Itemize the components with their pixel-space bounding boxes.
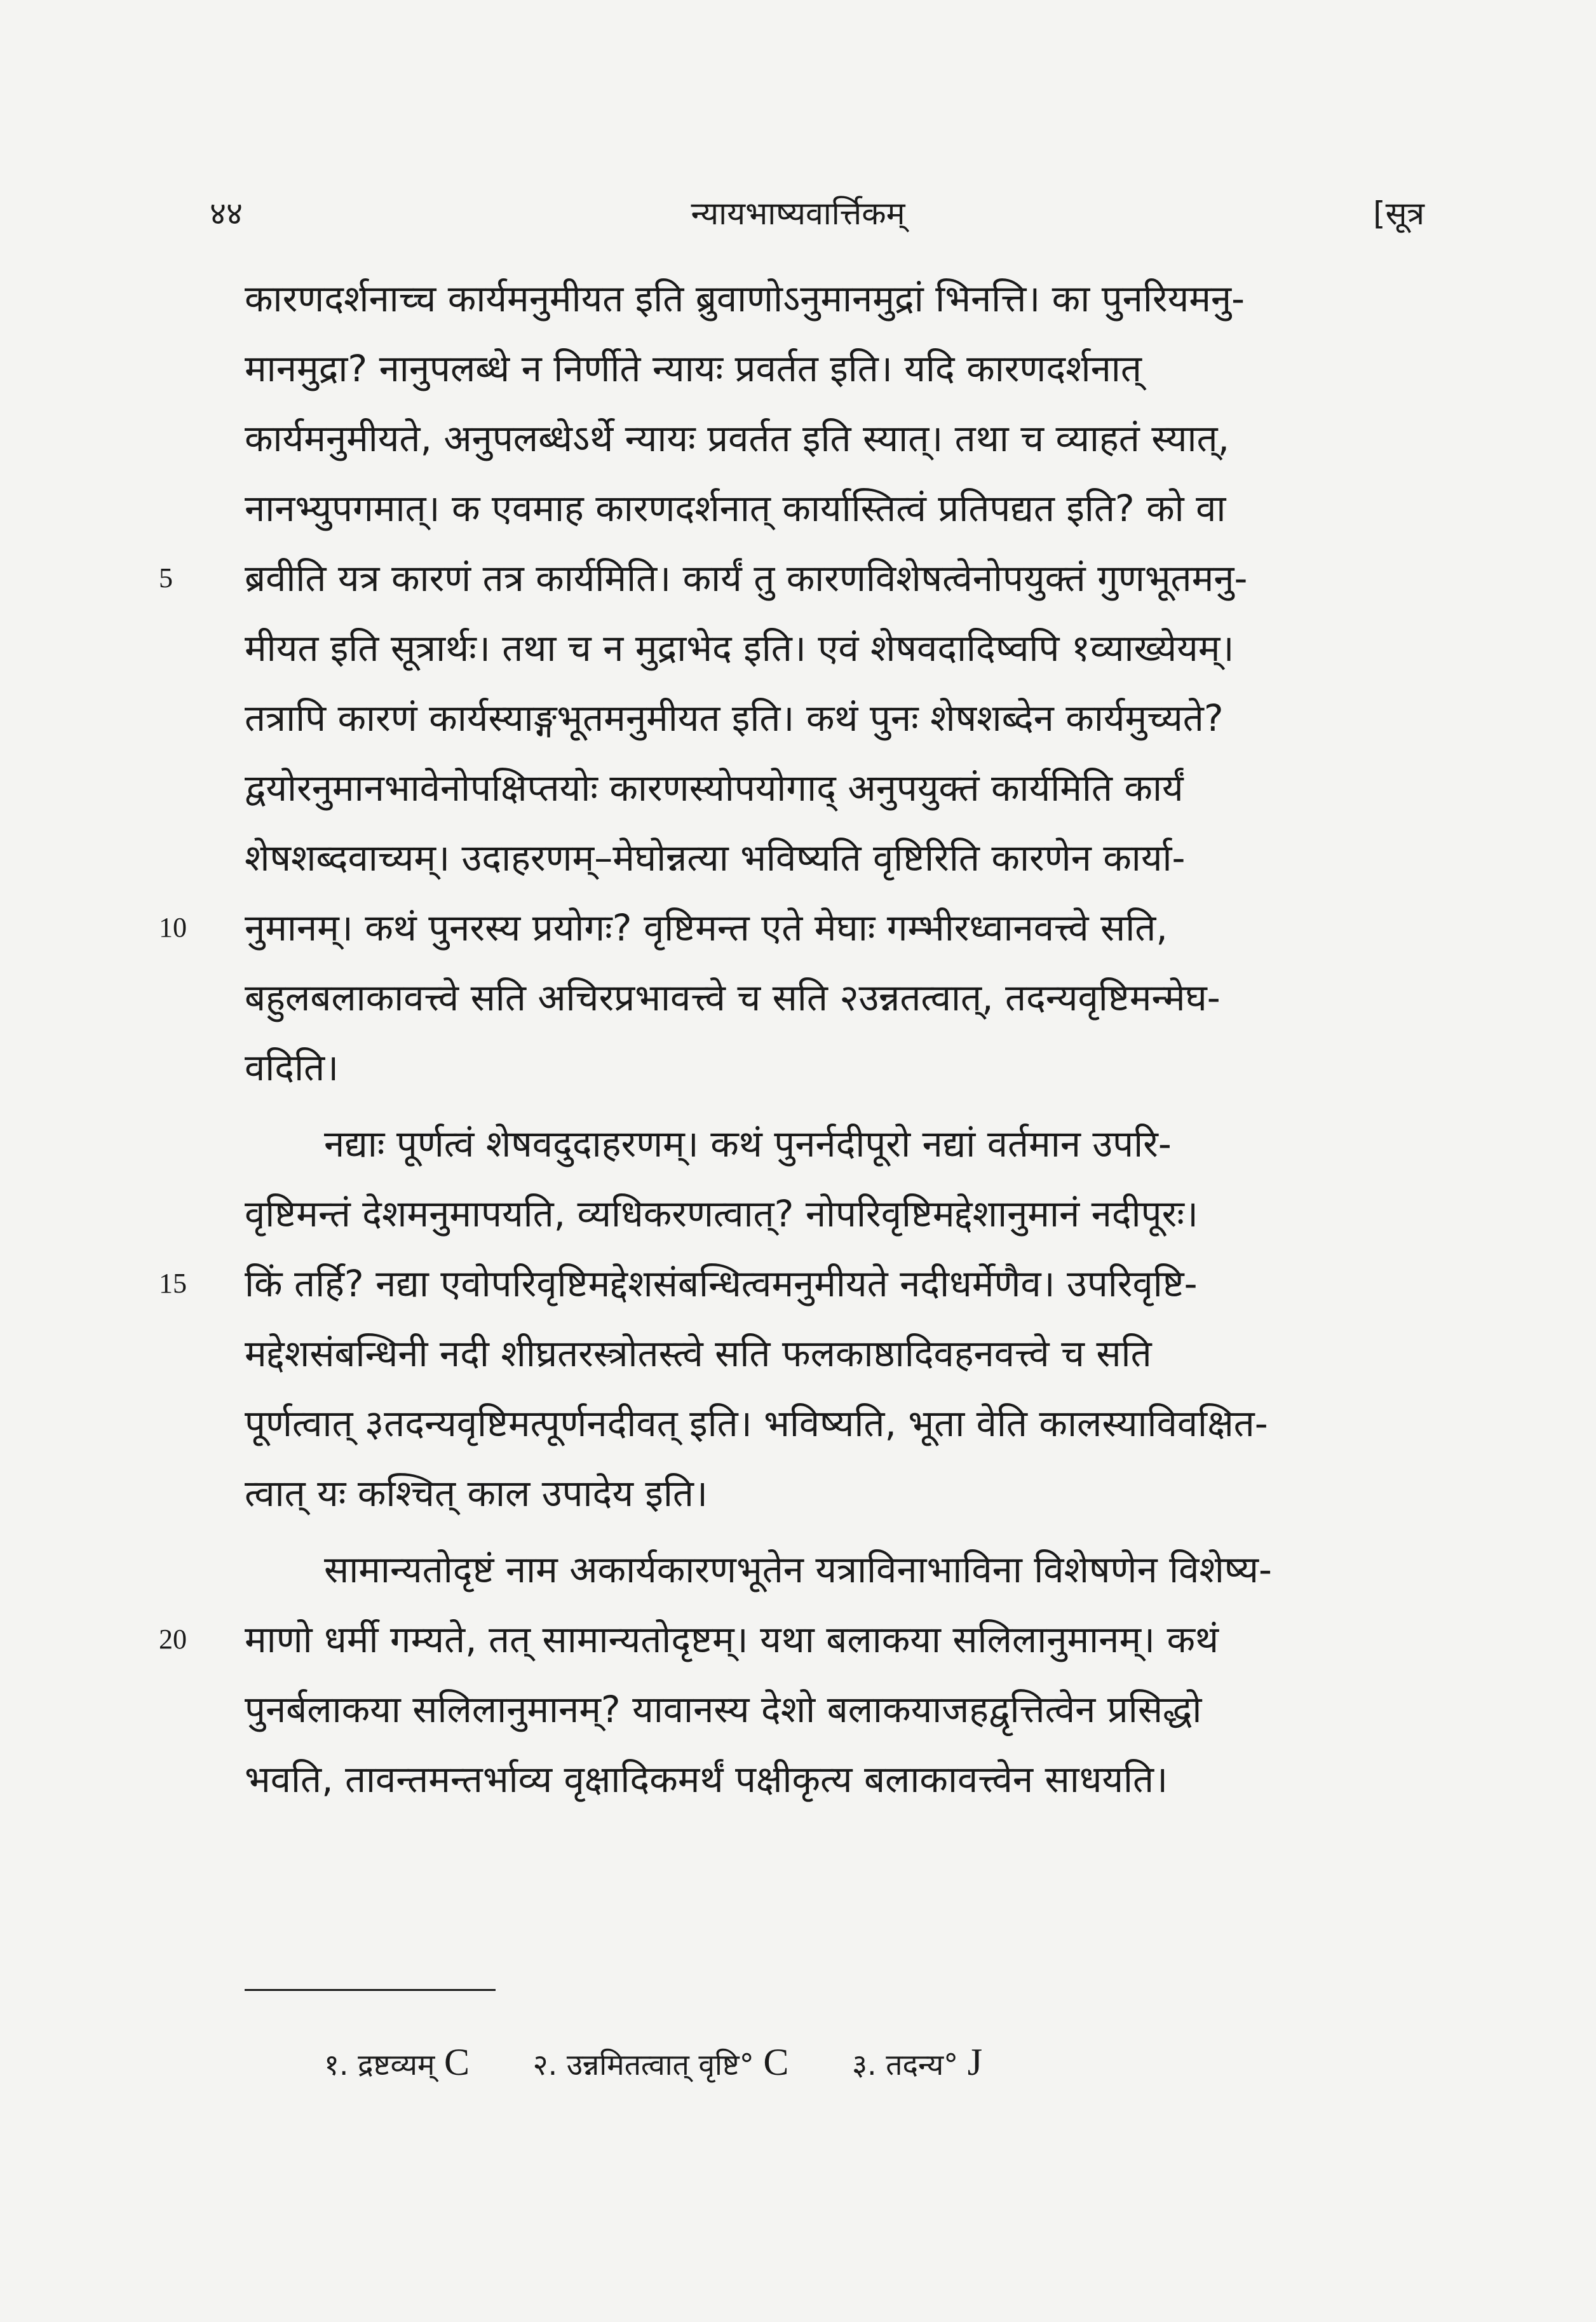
text-line: तत्रापि कारणं कार्यस्याङ्गभूतमनुमीयत इति। कथं पुनः शेषशब्देन कार्यमुच्यते?	[245, 696, 1224, 740]
footnote-text: उन्नमितत्वात् वृष्टि°	[566, 2047, 754, 2082]
footnote-number: २.	[532, 2047, 558, 2082]
section-marker: [सूत्र	[1373, 195, 1424, 232]
text-line: नानभ्युपगमात्। क एवमाह कारणदर्शनात् कार्यास्तित्वं प्रतिपद्यत इति? को वा	[245, 487, 1226, 530]
footnote-text: तदन्य°	[886, 2047, 959, 2082]
footnote-number: १.	[324, 2047, 349, 2082]
text-line: नुमानम्। कथं पुनरस्य प्रयोगः? वृष्टिमन्त एते मेघाः गम्भीरध्वानवत्त्वे सति,	[245, 906, 1168, 949]
text-line: पूर्णत्वात् ३तदन्यवृष्टिमत्पूर्णनदीवत् इति। भविष्यति, भूता वेति कालस्याविवक्षित-	[245, 1402, 1268, 1445]
line-number: 5	[159, 562, 173, 594]
text-line: बहुलबलाकावत्त्वे सति अचिरप्रभावत्त्वे च सति २उन्नतत्वात्, तदन्यवृष्टिमन्मेघ-	[245, 976, 1221, 1019]
text-line: माणो धर्मी गम्यते, तत् सामान्यतोदृष्टम्। यथा बलाकया सलिलानुमानम्। कथं	[245, 1618, 1219, 1661]
text-line: किं तर्हि? नद्या एवोपरिवृष्टिमद्देशसंबन्धित्वमनुमीयते नदीधर्मेणैव। उपरिवृष्टि-	[245, 1262, 1198, 1305]
footnote-source: C	[763, 2041, 789, 2083]
footnote-source: C	[444, 2041, 470, 2083]
footnote	[532, 2041, 798, 2083]
text-line: वृष्टिमन्तं देशमनुमापयति, व्यधिकरणत्वात्? नोपरिवृष्टिमद्देशानुमानं नदीपूरः।	[245, 1192, 1198, 1235]
text-line: पुनर्बलाकया सलिलानुमानम्? यावानस्य देशो बलाकयाजहद्वृत्तित्वेन प्रसिद्धो	[245, 1688, 1202, 1731]
footnote-divider	[245, 1989, 496, 1991]
text-line: ब्रवीति यत्र कारणं तत्र कार्यमिति। कार्यं तु कारणविशेषत्वेनोपयुक्तं गुणभूतमनु-	[245, 557, 1248, 600]
footnote-text: द्रष्टव्यम्	[358, 2047, 435, 2082]
text-line: वदिति।	[245, 1046, 339, 1089]
text-line: भवति, तावन्तमन्तर्भाव्य वृक्षादिकमर्थं पक्षीकृत्य बलाकावत्त्वेन साधयति।	[245, 1758, 1168, 1801]
footnote	[324, 2041, 479, 2083]
text-line: त्वात् यः कश्चित् काल उपादेय इति।	[245, 1472, 708, 1515]
page-number: ४४	[210, 195, 243, 232]
line-number: 20	[159, 1624, 187, 1655]
text-line: कारणदर्शनाच्च कार्यमनुमीयत इति ब्रुवाणोऽनुमानमुद्रां भिनत्ति। का पुनरियमनु-	[245, 277, 1245, 320]
footnote	[852, 2041, 983, 2083]
line-number: 15	[159, 1268, 187, 1299]
footnote-source: J	[967, 2041, 983, 2083]
footnote-number: ३.	[852, 2047, 877, 2082]
text-line: मीयत इति सूत्रार्थः। तथा च न मुद्राभेद इति। एवं शेषवदादिष्वपि १व्याख्येयम्।	[245, 627, 1234, 670]
footnotes	[324, 2033, 1036, 2091]
text-line: मद्देशसंबन्धिनी नदी शीघ्रतरस्त्रोतस्त्वे सति फलकाष्ठादिवहनवत्त्वे च सति	[245, 1332, 1152, 1375]
text-line: द्वयोरनुमानभावेनोपक्षिप्तयोः कारणस्योपयोगाद् अनुपयुक्तं कार्यमिति कार्यं	[245, 766, 1184, 810]
text-line: कार्यमनुमीयते, अनुपलब्धेऽर्थे न्यायः प्रवर्तत इति स्यात्। तथा च व्याहतं स्यात्,	[245, 417, 1230, 460]
text-line: शेषशब्दवाच्यम्। उदाहरणम्–मेघोन्नत्या भविष्यति वृष्टिरिति कारणेन कार्या-	[245, 836, 1186, 879]
running-title: न्यायभाष्यवार्त्तिकम्	[691, 195, 905, 232]
text-line: सामान्यतोदृष्टं नाम अकार्यकारणभूतेन यत्राविनाभाविना विशेषणेन विशेष्य-	[324, 1548, 1272, 1591]
line-number: 10	[159, 912, 187, 943]
text-line: मानमुद्रा? नानुपलब्धे न निर्णीते न्यायः प्रवर्तत इति। यदि कारणदर्शनात्	[245, 347, 1142, 390]
text-line: नद्याः पूर्णत्वं शेषवदुदाहरणम्। कथं पुनर्नदीपूरो नद्यां वर्तमान उपरि-	[324, 1122, 1172, 1165]
running-header	[0, 191, 1596, 248]
